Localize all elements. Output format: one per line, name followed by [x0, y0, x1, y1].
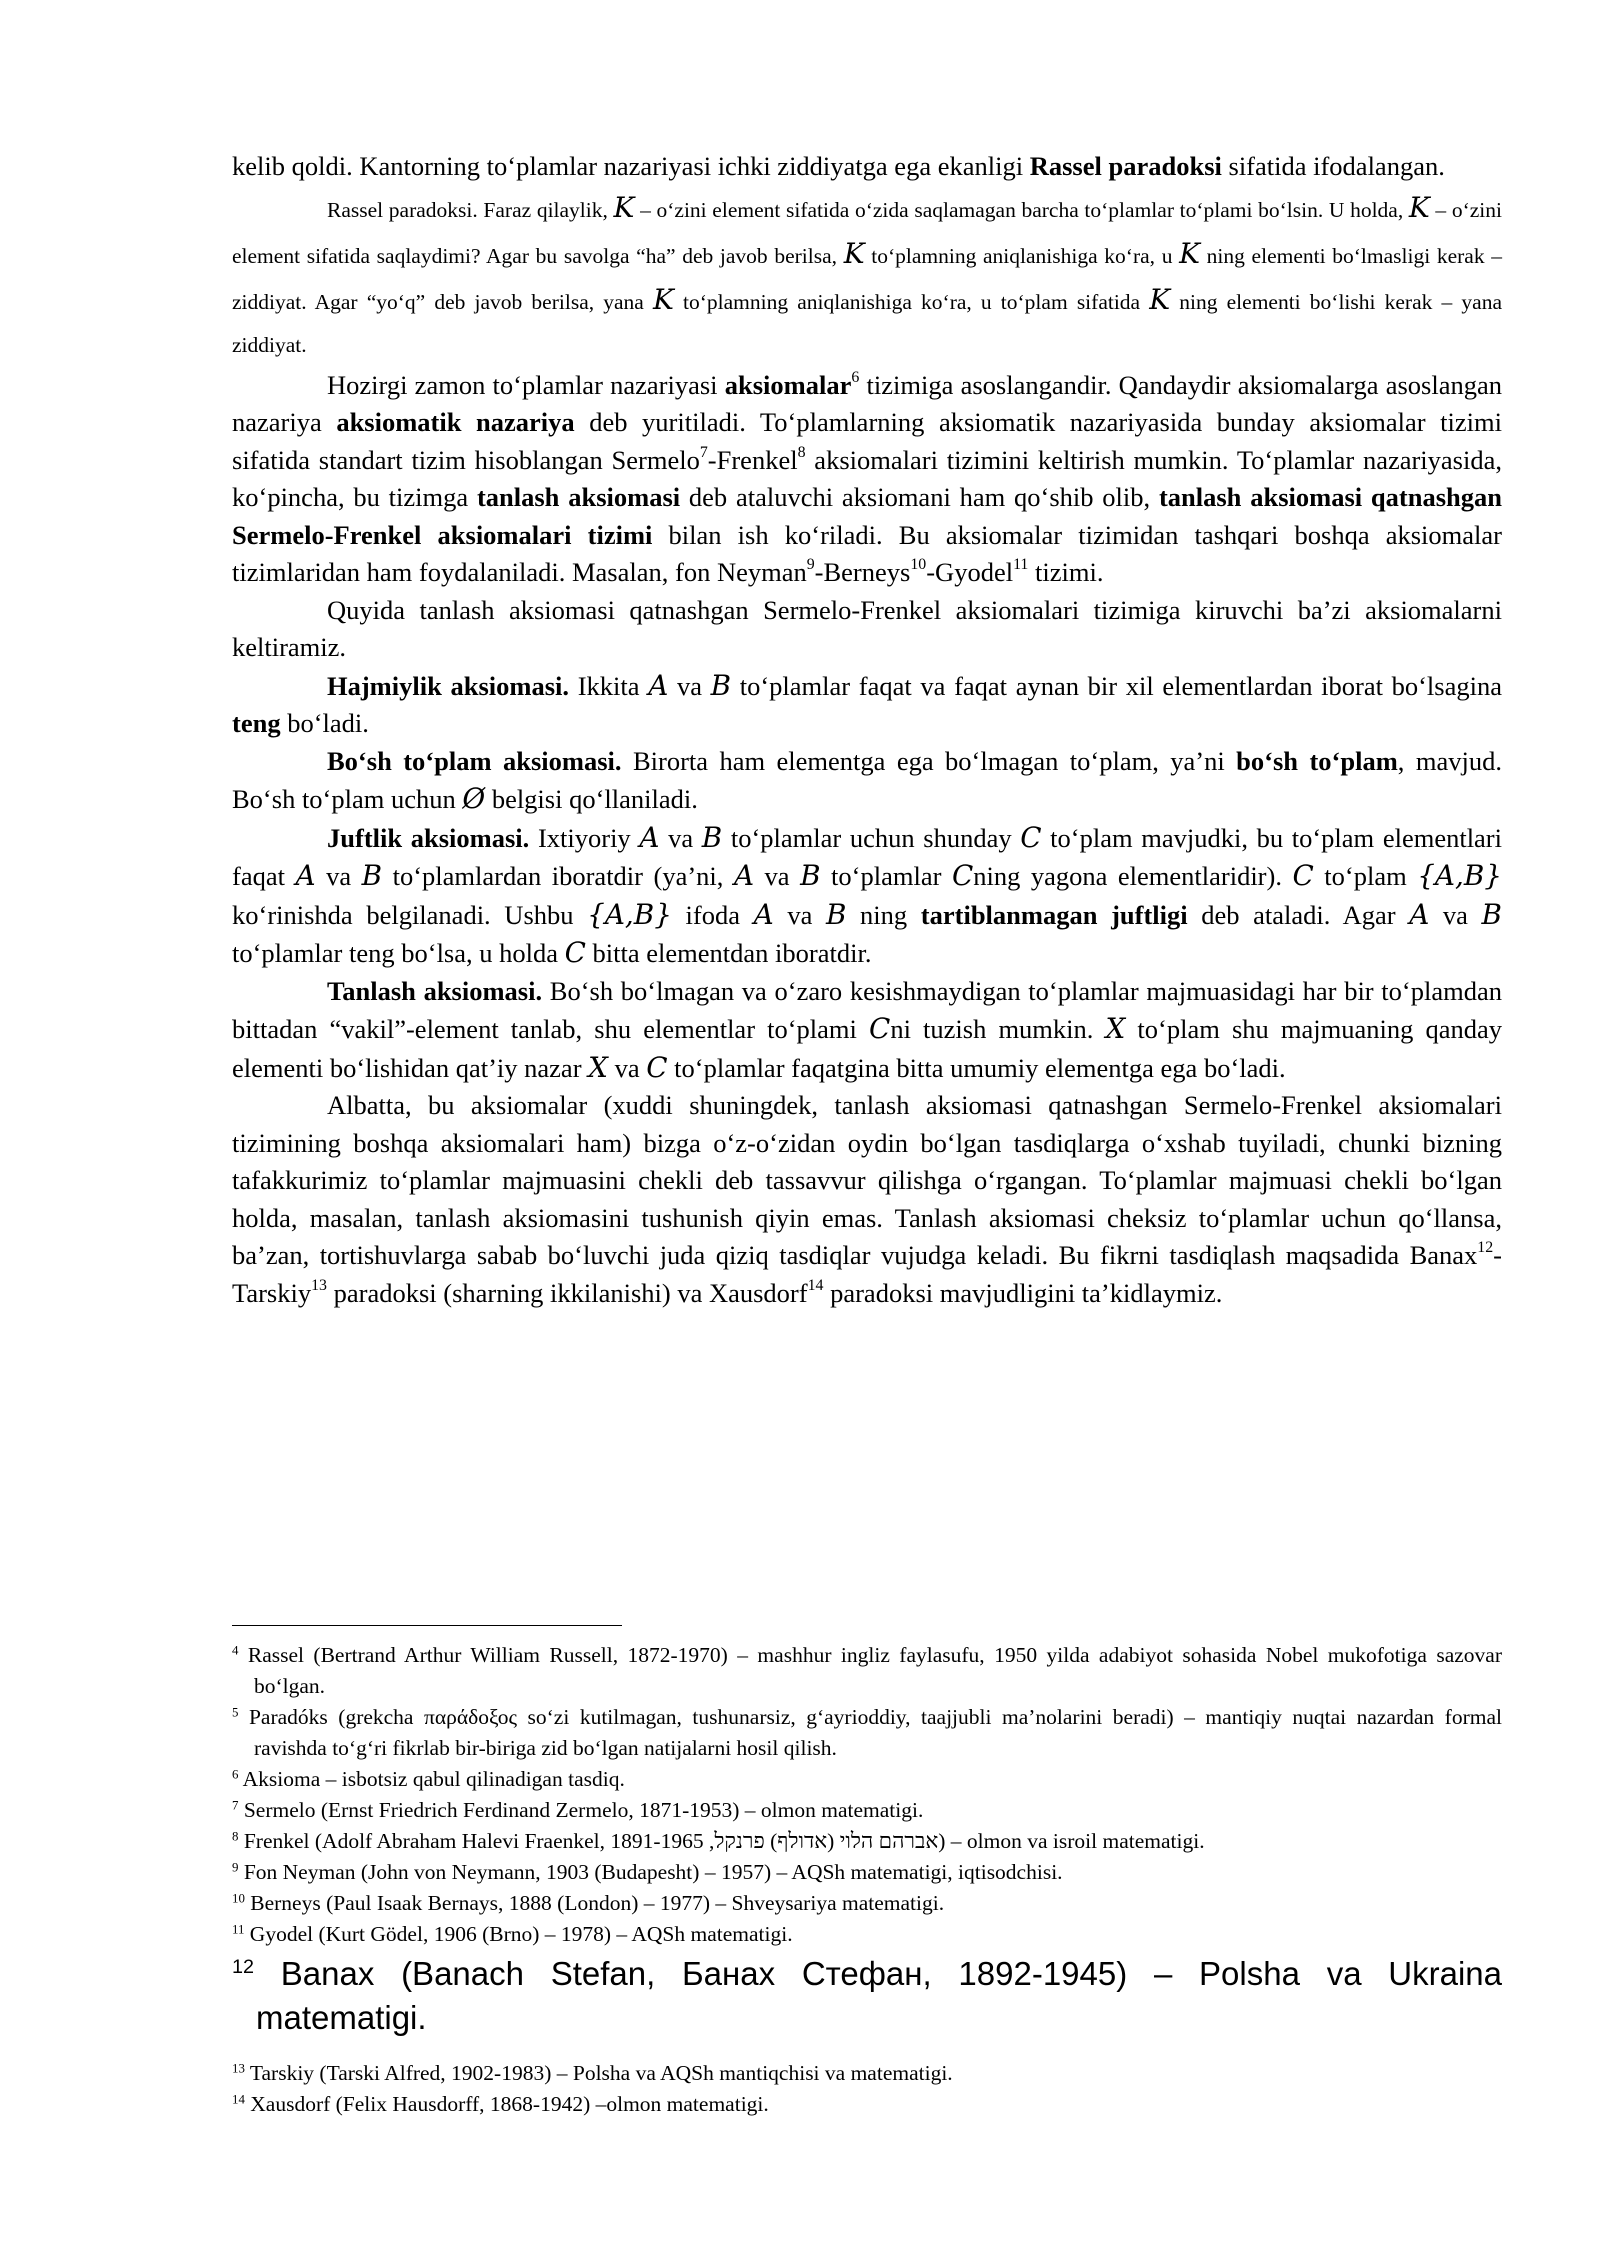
bold-term: tartiblanmagan juftligi — [920, 899, 1188, 930]
bold-term: aksiomatik nazariya — [336, 407, 575, 437]
text: deb ataluvchi aksiomani ham qoʻshib olib, — [680, 482, 1159, 512]
text: Birorta ham elementga ega boʻlmagan toʻplam, yaʼni — [621, 745, 1237, 776]
footnote-text: Paradóks (grekcha παράδοξος soʻzi kutilmagan, tushunarsiz, gʻayrioddiy, taajjubli maʼnolarini beradi) – mantiqiy nuqtai nazardan formal ravishda toʻgʻri fikrlab bir-biriga zid boʻlgan natijalarni hosil qilish. — [238, 1705, 1502, 1760]
math-symbol: C — [869, 1012, 891, 1045]
text: sifatida ifodalangan. — [1221, 151, 1445, 181]
footnote-number: 9 — [232, 1860, 239, 1875]
math-symbol: K — [1408, 190, 1430, 224]
math-symbol: B — [701, 820, 723, 854]
text: va — [773, 899, 826, 930]
math-symbol: C — [1292, 859, 1314, 892]
text: -Frenkel — [707, 444, 798, 475]
text: ning elementi boʻlishi kerak – yana ziddiyat. — [232, 289, 1502, 357]
footnote-number: 10 — [232, 1891, 245, 1906]
text: toʻplamlar faqatgina bitta umumiy elementga ega boʻladi. — [667, 1052, 1286, 1083]
text: Boʻsh boʻlmagan va oʻzaro kesishmaydigan toʻplamlar majmuasidagi har bir toʻplamdan bittadan “vakil”-element tanlab, shu elementlar toʻplami — [232, 975, 1502, 1044]
footnote-text: Xausdorf (Felix Hausdorff, 1868-1942) –olmon matematigi. — [244, 2092, 769, 2116]
math-symbol: A — [753, 897, 774, 931]
bold-term: boʻsh toʻplam — [1236, 745, 1398, 776]
footnote-number: 11 — [232, 1922, 245, 1937]
footnote-4 — [232, 1640, 1502, 1702]
math-symbol: A — [295, 859, 316, 892]
text: tizimiga asoslangandir. Qandaydir aksiomalarga asoslangan nazariya — [232, 369, 1502, 437]
footnote-number: 4 — [232, 1643, 239, 1658]
footnote-text: Rassel (Bertrand Arthur William Russell, 1872-1970) – mashhur ingliz faylasufu, 1950 yilda adabiyot sohasida Nobel mukofotiga sazovar boʻlgan. — [238, 1643, 1502, 1698]
footnote-ref[interactable]: 6 — [851, 368, 860, 386]
math-symbol: C — [951, 859, 974, 892]
math-symbol: C — [564, 936, 586, 969]
text: , mavjud. Boʻsh toʻplam uchun — [232, 745, 1502, 814]
footnotes — [232, 1640, 1502, 2120]
footnote-number: 6 — [232, 1767, 239, 1782]
bold-term: tanlash aksiomasi qatnashgan Sermelo-Frenkel aksiomalari tizimi — [232, 482, 1502, 550]
text: ifoda — [671, 899, 754, 930]
text: ning elementi boʻlmasligi kerak – ziddiyat. Agar “yoʻq” deb javob berilsa, yana — [232, 243, 1502, 314]
text: kelib qoldi. Kantorning toʻplamlar nazariyasi ichki ziddiyatga ega ekanligi — [232, 151, 1030, 181]
footnote-number: 12 — [232, 1956, 255, 1979]
text: va — [607, 1052, 647, 1083]
paragraph-pairing — [232, 819, 1502, 973]
text: va — [659, 822, 702, 853]
text: toʻplam mavjudki, bu toʻplam elementlari faqat — [232, 822, 1502, 891]
footnote-14 — [232, 2089, 1502, 2120]
footnote-9 — [232, 1857, 1502, 1888]
text: -Berneys — [814, 557, 911, 587]
page-body — [232, 148, 1502, 1312]
text: bitta elementdan iboratdir. — [585, 938, 872, 968]
text: deb ataladi. Agar — [1187, 899, 1410, 930]
paragraph-extensionality — [232, 667, 1502, 743]
math-symbol: B — [710, 668, 732, 702]
math-symbol: A — [1409, 897, 1430, 931]
footnote-ref[interactable]: 10 — [910, 556, 927, 574]
text: – oʻzini element sifatida oʻzida saqlamagan barcha toʻplamlar toʻplami boʻlsin. U holda, — [634, 197, 1409, 222]
text: va — [754, 861, 801, 891]
math-symbol: X — [588, 1050, 608, 1084]
footnote-number: 7 — [232, 1798, 239, 1813]
math-symbol: K — [653, 282, 674, 316]
text: ning yagona elementlaridir). — [973, 861, 1293, 891]
math-symbol: A — [733, 859, 755, 892]
math-symbol: B — [825, 897, 847, 931]
text: Ixtiyoriy — [529, 822, 640, 853]
axiom-title: Juftlik aksiomasi. — [327, 822, 530, 853]
footnote-6 — [232, 1764, 1502, 1795]
footnote-12 — [232, 1952, 1502, 2040]
text: boʻladi. — [280, 708, 369, 738]
paragraph-conclusion — [232, 1087, 1502, 1312]
paragraph-russell-paradox — [232, 186, 1502, 367]
footnote-text: Aksioma – isbotsiz qabul qilinadigan tasdiq. — [238, 1767, 625, 1791]
math-symbol: B — [800, 859, 821, 892]
paragraph-axioms-list-intro: Quyida tanlash aksiomasi qatnashgan Sermelo-Frenkel aksiomalari tizimiga kiruvchi baʼzi aksiomalarni keltiramiz. — [232, 594, 1502, 662]
paragraph-empty-set — [232, 743, 1502, 819]
math-symbol: X — [1105, 1012, 1126, 1045]
text: toʻplamlar — [820, 861, 952, 891]
footnote-10 — [232, 1888, 1502, 1919]
footnote-text: Sermelo (Ernst Friedrich Ferdinand Zermelo, 1871-1953) – olmon matematigi. — [238, 1798, 924, 1822]
math-symbol: B — [361, 859, 383, 892]
text: Albatta, bu aksiomalar (xuddi shuningdek, tanlash aksiomasi qatnashgan Sermelo-Frenkel aksiomalari tizimining boshqa aksiomalari ham) bizga oʻz-oʻzidan oydin boʻlgan tasdiqlarga oʻxshab tuyiladi, chunki bizning tafakkurimiz toʻplamlar majmuasini chekli deb tassavvur qilishga oʻrgangan. Toʻplamlar majmuasi chekli boʻlgan holda, masalan, tanlash aksiomasini tushunish qiyin emas. Tanlash aksiomasi cheksiz toʻplamlar uchun qoʻllansa, baʼzan, tortishuvlarga sabab boʻluvchi juda qiziq tasdiqlar vujudga keladi. Bu fikrni tasdiqlash maqsadida Banax — [232, 1090, 1502, 1270]
text: va — [315, 861, 362, 891]
text: Rassel paradoksi. Faraz qilaylik, — [327, 197, 614, 222]
footnote-number: 13 — [232, 2061, 245, 2076]
footnote-ref[interactable]: 14 — [807, 1276, 824, 1294]
text: va — [668, 670, 711, 701]
footnote-ref[interactable]: 11 — [1013, 556, 1029, 574]
footnote-text: Banax (Banach Stefan, Банах Стефан, 1892-1945) – Polsha va Ukraina matematigi. — [254, 1955, 1502, 2036]
footnote-number: 14 — [232, 2092, 245, 2107]
footnote-text: Fon Neyman (John von Neymann, 1903 (Budapesht) – 1957) – AQSh matematigi, iqtisodchisi. — [238, 1860, 1063, 1884]
text: aksiomalari tizimini keltirish mumkin. Toʻplamlar nazariyasida, koʻpincha, bu tizimga — [232, 444, 1502, 512]
text: va — [1429, 899, 1482, 930]
axiom-title: Boʻsh toʻplam aksiomasi. — [327, 745, 622, 776]
math-symbol: K — [613, 190, 635, 224]
text: -Gyodel — [926, 557, 1014, 587]
footnote-5 — [232, 1702, 1502, 1764]
text: toʻplamning aniqlanishiga koʻra, u — [864, 243, 1180, 268]
footnote-text: Frenkel (Adolf Abraham Halevi Fraenkel, 1891-1965 ,אברהם הלוי (אדולף) פרנקל) – olmon va isroil matematigi. — [238, 1829, 1205, 1853]
text: -Tarskiy — [232, 1240, 1502, 1308]
footnote-text: Tarskiy (Tarski Alfred, 1902-1983) – Polsha va AQSh mantiqchisi va matematigi. — [244, 2061, 953, 2085]
bold-term: teng — [232, 708, 281, 738]
text: deb yuritiladi. Toʻplamlarning aksiomatik nazariyasida bunday aksiomalar tizimi sifatida standart tizim hisoblangan Sermelo — [232, 407, 1502, 475]
text: koʻrinishda belgilanadi. Ushbu — [232, 899, 588, 930]
axiom-title: Hajmiylik aksiomasi. — [327, 670, 570, 701]
footnote-7 — [232, 1795, 1502, 1826]
text: bilan ish koʻriladi. Bu aksiomalar tizimidan tashqari boshqa aksiomalar tizimlaridan ham foydalaniladi. Masalan, fon Neyman — [232, 519, 1502, 587]
bold-term: Rassel paradoksi — [1029, 151, 1222, 181]
text: – oʻzini element sifatida saqlaydimi? Agar bu savolga “ha” deb javob berilsa, — [232, 197, 1502, 268]
text: toʻplamlar teng boʻlsa, u holda — [232, 938, 565, 968]
math-symbol: A — [648, 668, 669, 702]
math-symbol: C — [646, 1050, 668, 1084]
footnote-ref[interactable]: 9 — [806, 556, 815, 574]
text: toʻplamlar uchun shunday — [722, 822, 1021, 853]
footnote-ref[interactable]: 7 — [699, 443, 708, 461]
footnote-number: 5 — [232, 1705, 239, 1720]
text: paradoksi (sharning ikkilanishi) va Xausdorf — [327, 1277, 808, 1308]
footnote-11 — [232, 1919, 1502, 1950]
text: paradoksi mavjudligini taʼkidlaymiz. — [823, 1277, 1223, 1308]
text: toʻplam — [1313, 861, 1418, 891]
math-symbol: K — [1149, 282, 1171, 316]
math-symbol: B — [1481, 897, 1502, 931]
text: ning — [846, 899, 921, 930]
text: toʻplamning aniqlanishiga koʻra, u toʻplam sifatida — [673, 289, 1150, 314]
footnote-13 — [232, 2058, 1502, 2089]
text: toʻplam shu majmuaning qanday elementi boʻlishidan qatʼiy nazar — [232, 1014, 1502, 1083]
text: ni tuzish mumkin. — [890, 1014, 1106, 1044]
text: tizimi. — [1028, 557, 1104, 587]
math-pair: {A,B} — [1417, 859, 1502, 892]
paragraph-choice — [232, 973, 1502, 1088]
footnote-text: Gyodel (Kurt Gödel, 1906 (Brno) – 1978) – AQSh matematigi. — [244, 1922, 793, 1946]
footnote-ref[interactable]: 12 — [1477, 1239, 1494, 1257]
empty-set-symbol: Ø — [462, 782, 486, 815]
footnote-text: Berneys (Paul Isaak Bernays, 1888 (London) – 1977) – Shveysariya matematigi. — [244, 1891, 945, 1915]
text: belgisi qoʻllaniladi. — [485, 784, 698, 814]
paragraph-axioms-intro — [232, 367, 1502, 592]
footnote-number: 8 — [232, 1829, 239, 1844]
bold-term: tanlash aksiomasi — [476, 482, 681, 512]
math-symbol: A — [639, 820, 660, 854]
text: toʻplamlar faqat va faqat aynan bir xil elementlardan iborat boʻlsagina — [731, 670, 1502, 701]
axiom-title: Tanlash aksiomasi. — [327, 975, 543, 1006]
paragraph-kantor — [232, 148, 1502, 186]
footnote-8 — [232, 1826, 1502, 1857]
math-pair: {A,B} — [587, 897, 672, 931]
math-symbol: C — [1020, 820, 1042, 854]
text: Hozirgi zamon toʻplamlar nazariyasi — [327, 369, 725, 400]
footnote-ref[interactable]: 8 — [797, 443, 806, 461]
text: toʻplamlardan iboratdir (yaʼni, — [382, 861, 734, 891]
math-symbol: K — [1179, 236, 1200, 270]
footnote-separator — [232, 1625, 622, 1626]
text: Ikkita — [569, 670, 649, 701]
bold-term: aksiomalar — [724, 369, 852, 400]
math-symbol: K — [843, 236, 865, 270]
footnote-ref[interactable]: 13 — [311, 1276, 327, 1294]
